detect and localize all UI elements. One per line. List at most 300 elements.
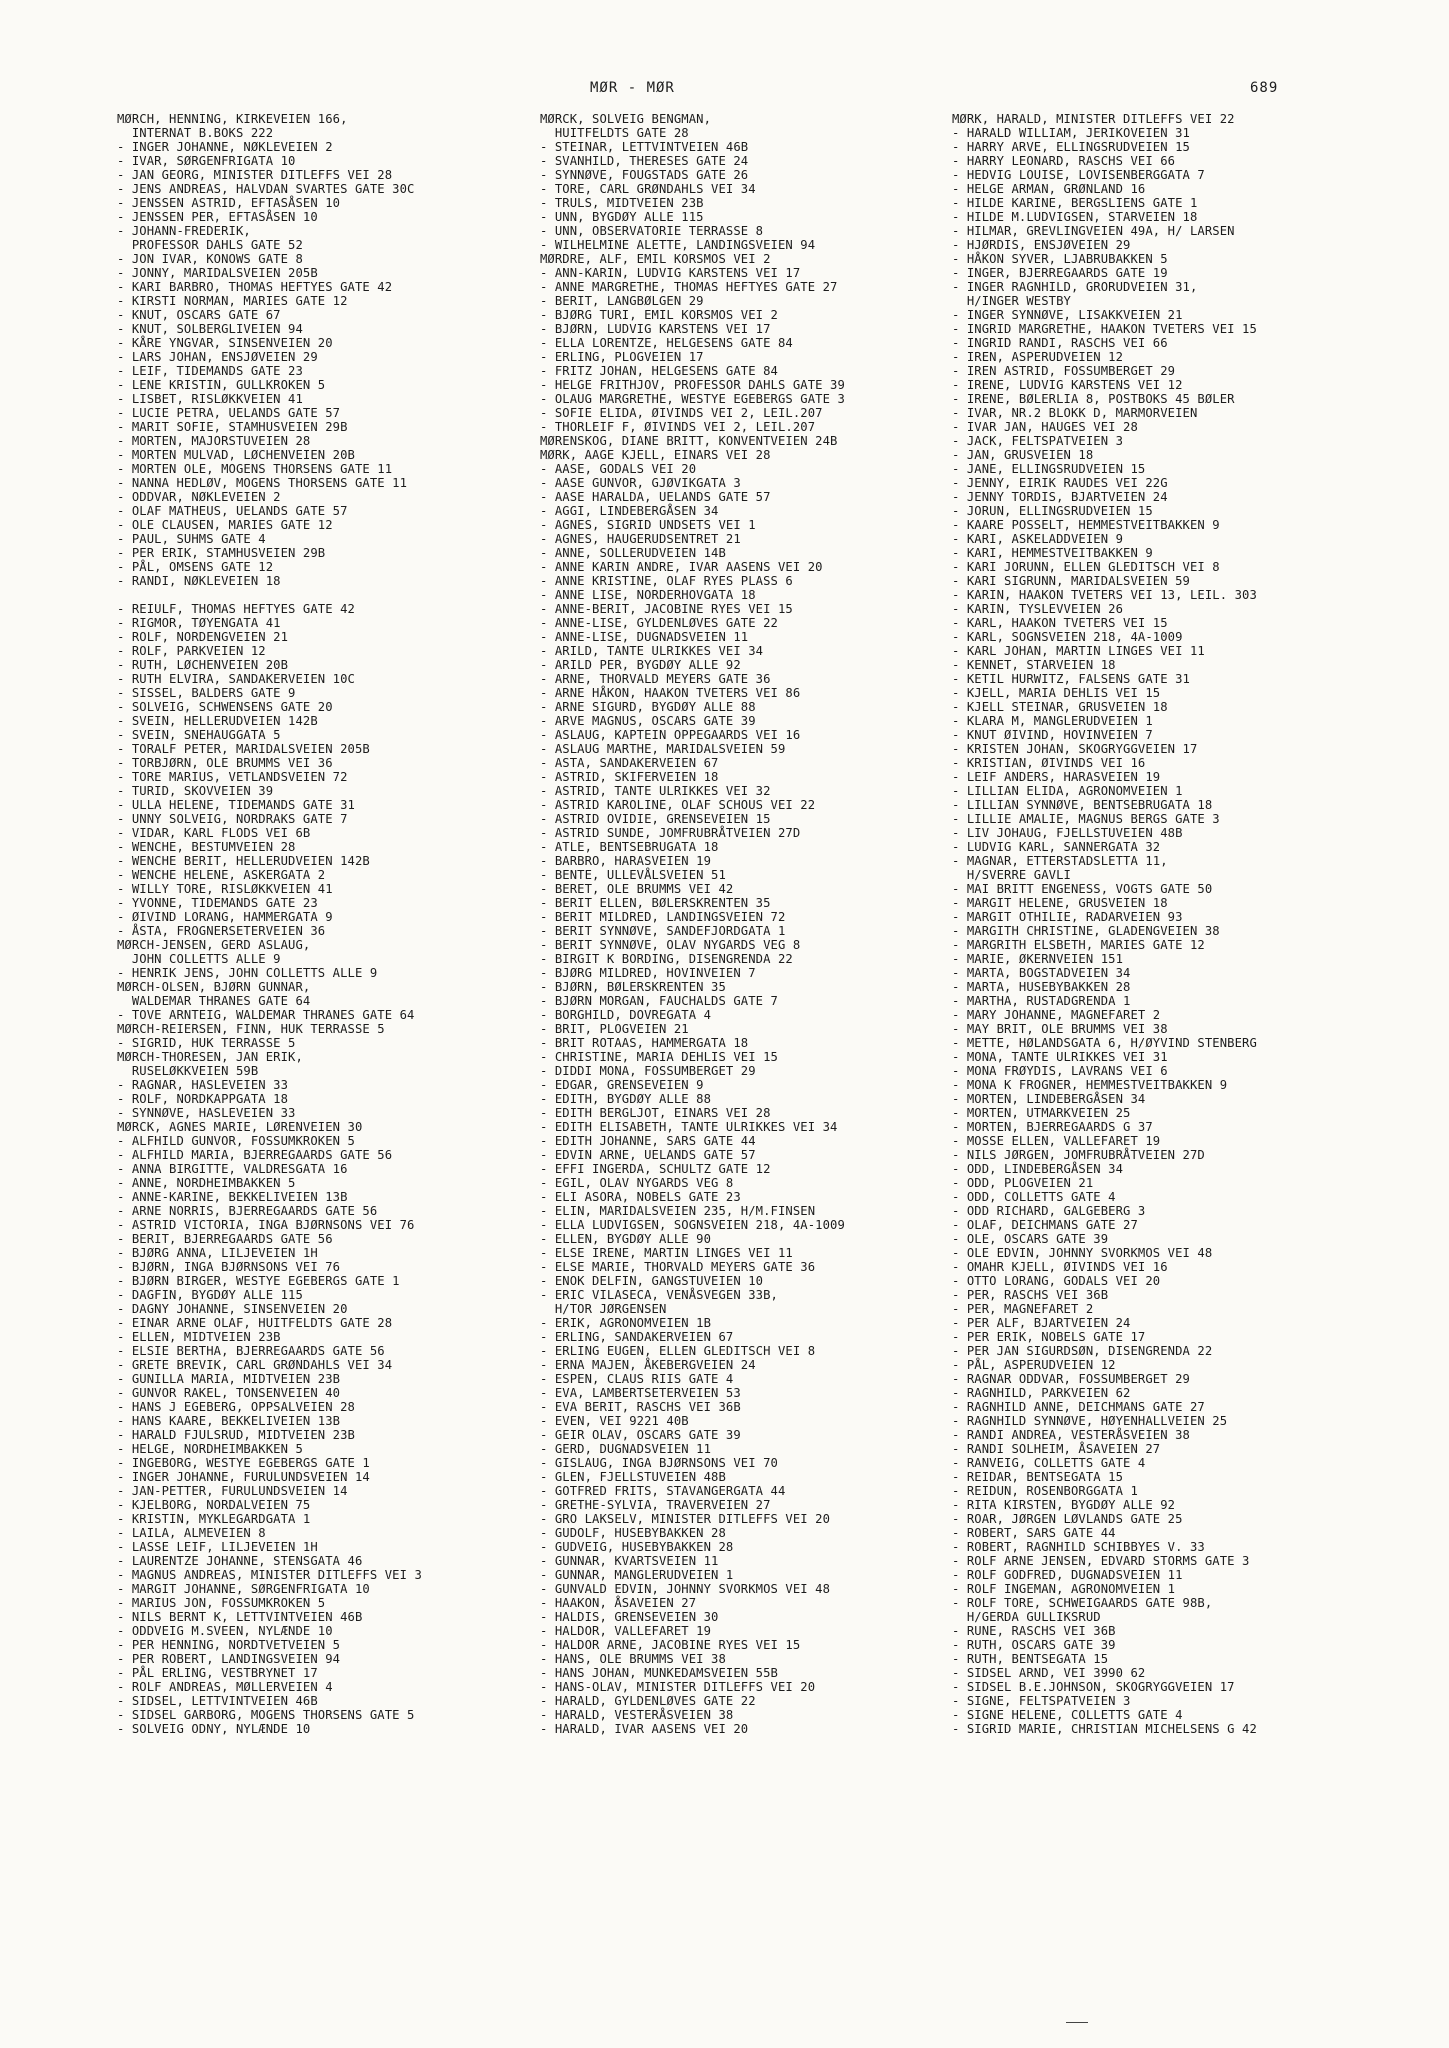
directory-entry: - MARGIT JOHANNE, SØRGENFRIGATA 10 [117,1582,370,1596]
directory-entry: - RUTH ELVIRA, SANDAKERVEIEN 10C [117,672,355,686]
directory-entry: - HANS, OLE BRUMMS VEI 38 [540,1652,726,1666]
directory-entry: - BERET, OLE BRUMMS VEI 42 [540,882,734,896]
directory-entry: MØRCH-REIERSEN, FINN, HUK TERRASSE 5 [117,1022,385,1036]
directory-entry: - ROLF INGEMAN, AGRONOMVEIEN 1 [952,1582,1176,1596]
directory-entry: - ROBERT, RAGNHILD SCHIBBYES V. 33 [952,1540,1205,1554]
directory-entry: - ROLF, PARKVEIEN 12 [117,644,266,658]
directory-entry: - EDITH JOHANNE, SARS GATE 44 [540,1134,756,1148]
directory-entry: MØRCH-JENSEN, GERD ASLAUG, [117,938,311,952]
directory-entry: - EDGAR, GRENSEVEIEN 9 [540,1078,704,1092]
directory-entry: - DAGFIN, BYGDØY ALLE 115 [117,1288,303,1302]
directory-entry: - ASLAUG MARTHE, MARIDALSVEIEN 59 [540,742,786,756]
directory-entry: - KARL, HAAKON TVETERS VEI 15 [952,616,1168,630]
directory-entry: - ROLF ANDREAS, MØLLERVEIEN 4 [117,1680,333,1694]
directory-entry: - ROLF, NORDKAPPGATA 18 [117,1092,289,1106]
directory-entry: - SIGNE, FELTSPATVEIEN 3 [952,1694,1131,1708]
directory-entry: - INGEBORG, WESTYE EGEBERGS GATE 1 [117,1456,370,1470]
directory-entry: - KARI JORUNN, ELLEN GLEDITSCH VEI 8 [952,560,1220,574]
directory-entry: - RITA KIRSTEN, BYGDØY ALLE 92 [952,1498,1176,1512]
directory-entry: - JONNY, MARIDALSVEIEN 205B [117,266,318,280]
directory-entry: - HANS JOHAN, MUNKEDAMSVEIEN 55B [540,1666,778,1680]
directory-entry: - JENS ANDREAS, HALVDAN SVARTES GATE 30C [117,182,415,196]
directory-entry: - WENCHE HELENE, ASKERGATA 2 [117,868,326,882]
directory-entry: - HEDVIG LOUISE, LOVISENBERGGATA 7 [952,168,1205,182]
directory-entry: - ODD RICHARD, GALGEBERG 3 [952,1204,1146,1218]
directory-entry: HUITFELDTS GATE 28 [540,126,689,140]
directory-entry: - OLE, OSCARS GATE 39 [952,1232,1109,1246]
directory-entry: - GERD, DUGNADSVEIEN 11 [540,1442,712,1456]
directory-entry: - ARILD PER, BYGDØY ALLE 92 [540,658,741,672]
directory-entry: - HANS J EGEBERG, OPPSALVEIEN 28 [117,1400,355,1414]
directory-entry [117,588,537,602]
directory-entry: - GUNVALD EDVIN, JOHNNY SVORKMOS VEI 48 [540,1582,831,1596]
directory-entry: - BJØRN, LUDVIG KARSTENS VEI 17 [540,322,771,336]
directory-entry: - BJØRN, INGA BJØRNSONS VEI 76 [117,1260,341,1274]
directory-entry: - ALFHILD GUNVOR, FOSSUMKROKEN 5 [117,1134,355,1148]
directory-entry: MØRCH-THORESEN, JAN ERIK, [117,1050,303,1064]
directory-entry: - MONA K FROGNER, HEMMESTVEITBAKKEN 9 [952,1078,1228,1092]
directory-entry: - GRO LAKSELV, MINISTER DITLEFFS VEI 20 [540,1512,831,1526]
directory-entry: - ATLE, BENTSEBRUGATA 18 [540,840,719,854]
directory-entry: - INGRID MARGRETHE, HAAKON TVETERS VEI 15 [952,322,1257,336]
directory-entry: - SVANHILD, THERESES GATE 24 [540,154,749,168]
directory-entry: - JOHANN-FREDERIK, [117,224,251,238]
directory-entry: - RAGNAR, HASLEVEIEN 33 [117,1078,289,1092]
directory-entry: - EDVIN ARNE, UELANDS GATE 57 [540,1148,756,1162]
directory-entry: - IVAR, SØRGENFRIGATA 10 [117,154,296,168]
directory-entry: - SISSEL, BALDERS GATE 9 [117,686,296,700]
directory-entry: - INGER, BJERREGAARDS GATE 19 [952,266,1168,280]
directory-entry: - GOTFRED FRITS, STAVANGERGATA 44 [540,1484,786,1498]
directory-entry: - MARGRITH ELSBETH, MARIES GATE 12 [952,938,1205,952]
directory-entry: - JAN, GRUSVEIEN 18 [952,448,1094,462]
directory-entry: - MAY BRIT, OLE BRUMMS VEI 38 [952,1022,1168,1036]
directory-entry: - KARL, SOGNSVEIEN 218, 4A-1009 [952,630,1183,644]
directory-entry: - CHRISTINE, MARIA DEHLIS VEI 15 [540,1050,778,1064]
directory-entry: - OMAHR KJELL, ØIVINDS VEI 16 [952,1260,1168,1274]
directory-entry: - MAI BRITT ENGENESS, VOGTS GATE 50 [952,882,1213,896]
directory-entry: - SIDSEL, LETTVINTVEIEN 46B [117,1694,318,1708]
directory-entry: - BERIT MILDRED, LANDINGSVEIEN 72 [540,910,786,924]
directory-entry: - EGIL, OLAV NYGARDS VEG 8 [540,1176,734,1190]
directory-entry: - BENTE, ULLEVÅLSVEIEN 51 [540,868,726,882]
directory-entry: - JON IVAR, KONOWS GATE 8 [117,252,303,266]
directory-entry: - ANNE LISE, NORDERHOVGATA 18 [540,588,756,602]
directory-entry: - MAGNUS ANDREAS, MINISTER DITLEFFS VEI 3 [117,1568,422,1582]
directory-entry: - WENCHE BERIT, HELLERUDVEIEN 142B [117,854,370,868]
directory-entry: - AASE GUNVOR, GJØVIKGATA 3 [540,476,741,490]
directory-entry: - ODDVEIG M.SVEEN, NYLÆNDE 10 [117,1624,333,1638]
directory-entry: - HARALD WILLIAM, JERIKOVEIEN 31 [952,126,1190,140]
directory-entry: - SYNNØVE, FOUGSTADS GATE 26 [540,168,749,182]
directory-entry: - ELI ASORA, NOBELS GATE 23 [540,1190,741,1204]
directory-entry: - ERIC VILASECA, VENÅSVEGEN 33B, [540,1288,778,1302]
directory-entry: - HALDOR ARNE, JACOBINE RYES VEI 15 [540,1638,801,1652]
directory-entry: MØRCK, AGNES MARIE, LØRENVEIEN 30 [117,1120,363,1134]
directory-entry: - BJØRN, BØLERSKRENTEN 35 [540,980,726,994]
directory-entry: - ANNE-LISE, GYLDENLØVES GATE 22 [540,616,778,630]
directory-entry: - ODDVAR, NØKLEVEIEN 2 [117,490,281,504]
directory-entry: - HARRY ARVE, ELLINGSRUDVEIEN 15 [952,140,1190,154]
directory-entry: - METTE, HØLANDSGATA 6, H/ØYVIND STENBERG [952,1036,1257,1050]
directory-entry: WALDEMAR THRANES GATE 64 [117,994,311,1008]
directory-entry: - NILS JØRGEN, JOMFRUBRÅTVEIEN 27D [952,1148,1205,1162]
directory-entry: - SVEIN, HELLERUDVEIEN 142B [117,714,318,728]
directory-entry: - BARBRO, HARASVEIEN 19 [540,854,712,868]
directory-entry: - ASTRID OVIDIE, GRENSEVEIEN 15 [540,812,771,826]
directory-entry: - PER JAN SIGURDSØN, DISENGRENDA 22 [952,1344,1213,1358]
directory-entry: - AASE HARALDA, UELANDS GATE 57 [540,490,771,504]
directory-entry: - KARI, ASKELADDVEIEN 9 [952,532,1124,546]
directory-entry: - ROLF GODFRED, DUGNADSVEIEN 11 [952,1568,1183,1582]
directory-entry: - ANNE-LISE, DUGNADSVEIEN 11 [540,630,749,644]
directory-entry: - THORLEIF F, ØIVINDS VEI 2, LEIL.207 [540,420,816,434]
directory-entry: - KJELL STEINAR, GRUSVEIEN 18 [952,700,1168,714]
directory-entry: - RUTH, BENTSEGATA 15 [952,1652,1109,1666]
directory-entry: - IREN ASTRID, FOSSUMBERGET 29 [952,364,1176,378]
directory-entry: - RAGNHILD ANNE, DEICHMANS GATE 27 [952,1400,1205,1414]
directory-entry: - MOSSE ELLEN, VALLEFARET 19 [952,1134,1161,1148]
directory-entry: - OLAUG MARGRETHE, WESTYE EGEBERGS GATE 3 [540,392,845,406]
directory-entry: - ELSIE BERTHA, BJERREGAARDS GATE 56 [117,1344,385,1358]
directory-entry: - ØIVIND LORANG, HAMMERGATA 9 [117,910,333,924]
directory-entry: - MORTEN, LINDEBERGÅSEN 34 [952,1092,1146,1106]
directory-entry: - BRIT, PLOGVEIEN 21 [540,1022,689,1036]
directory-entry: - GUNNAR, MANGLERUDVEIEN 1 [540,1568,734,1582]
directory-entry: - ÅSTA, FROGNERSETERVEIEN 36 [117,924,326,938]
directory-entry: - JORUN, ELLINGSRUDVEIEN 15 [952,504,1153,518]
directory-entry: - IREN, ASPERUDVEIEN 12 [952,350,1124,364]
directory-entry: - KARIN, TYSLEVVEIEN 26 [952,602,1124,616]
directory-entry: - ELLA LORENTZE, HELGESENS GATE 84 [540,336,793,350]
directory-entry: - ROLF ARNE JENSEN, EDVARD STORMS GATE 3 [952,1554,1250,1568]
directory-entry: - KJELL, MARIA DEHLIS VEI 15 [952,686,1161,700]
directory-entry: - HANS KAARE, BEKKELIVEIEN 13B [117,1414,341,1428]
directory-entry: - LILLIAN ELIDA, AGRONOMVEIEN 1 [952,784,1183,798]
directory-entry: - RANDI, NØKLEVEIEN 18 [117,574,281,588]
directory-entry: - ARVE MAGNUS, OSCARS GATE 39 [540,714,756,728]
directory-entry: MØRCH, HENNING, KIRKEVEIEN 166, [117,112,348,126]
directory-entry: - ROLF TORE, SCHWEIGAARDS GATE 98B, [952,1596,1213,1610]
directory-entry: - PER ROBERT, LANDINGSVEIEN 94 [117,1652,341,1666]
directory-entry: - MORTEN MULVAD, LØCHENVEIEN 20B [117,448,355,462]
directory-entry: - DIDDI MONA, FOSSUMBERGET 29 [540,1064,756,1078]
directory-entry: - ANNE KRISTINE, OLAF RYES PLASS 6 [540,574,793,588]
directory-entry: - HELGE FRITHJOV, PROFESSOR DAHLS GATE 39 [540,378,845,392]
directory-entry: - SIDSEL GARBORG, MOGENS THORSENS GATE 5 [117,1708,415,1722]
directory-entry: - SIDSEL ARND, VEI 3990 62 [952,1666,1146,1680]
directory-entry: - ASTRID, SKIFERVEIEN 18 [540,770,719,784]
directory-entry: - ESPEN, CLAUS RIIS GATE 4 [540,1372,734,1386]
directory-entry: - TOVE ARNTEIG, WALDEMAR THRANES GATE 64 [117,1008,415,1022]
directory-entry: - BERIT, LANGBØLGEN 29 [540,294,704,308]
directory-entry: - BJØRG MILDRED, HOVINVEIEN 7 [540,966,756,980]
directory-entry: - MARGITH CHRISTINE, GLADENGVEIEN 38 [952,924,1220,938]
directory-entry: - AGNES, SIGRID UNDSETS VEI 1 [540,518,756,532]
directory-entry: - AGNES, HAUGERUDSENTRET 21 [540,532,741,546]
directory-entry: - ROBERT, SARS GATE 44 [952,1526,1116,1540]
directory-entry: - MORTEN OLE, MOGENS THORSENS GATE 11 [117,462,393,476]
directory-entry: - INGER JOHANNE, NØKLEVEIEN 2 [117,140,333,154]
directory-entry: - BERIT ELLEN, BØLERSKRENTEN 35 [540,896,771,910]
directory-entry: - IRENE, BØLERLIA 8, POSTBOKS 45 BØLER [952,392,1235,406]
directory-entry: - HALDOR, VALLEFARET 19 [540,1624,712,1638]
directory-entry: - JAN-PETTER, FURULUNDSVEIEN 14 [117,1484,348,1498]
directory-entry: - WILLY TORE, RISLØKKVEIEN 41 [117,882,333,896]
directory-entry: - ANNA BIRGITTE, VALDRESGATA 16 [117,1162,348,1176]
directory-entry: - TORBJØRN, OLE BRUMMS VEI 36 [117,756,333,770]
directory-entry: - INGRID RANDI, RASCHS VEI 66 [952,336,1168,350]
directory-entry: - ODD, PLOGVEIEN 21 [952,1176,1094,1190]
directory-entry: - ELSE IRENE, MARTIN LINGES VEI 11 [540,1246,793,1260]
directory-column-right [952,112,1372,1736]
directory-entry: - KNUT ØIVIND, HOVINVEIEN 7 [952,728,1153,742]
directory-entry: - GUNVOR RAKEL, TONSENVEIEN 40 [117,1386,341,1400]
directory-entry: - PER ERIK, STAMHUSVEIEN 29B [117,546,326,560]
directory-entry: MØRCK, SOLVEIG BENGMAN, [540,112,712,126]
directory-entry: - ELIN, MARIDALSVEIEN 235, H/M.FINSEN [540,1204,816,1218]
directory-entry: - AASE, GODALS VEI 20 [540,462,697,476]
directory-entry: - OLE EDVIN, JOHNNY SVORKMOS VEI 48 [952,1246,1213,1260]
directory-entry: - PAUL, SUHMS GATE 4 [117,532,266,546]
directory-entry: - LAURENTZE JOHANNE, STENSGATA 46 [117,1554,363,1568]
directory-entry: - BJØRN MORGAN, FAUCHALDS GATE 7 [540,994,778,1008]
directory-entry: - ANNE, NORDHEIMBAKKEN 5 [117,1176,296,1190]
directory-entry: - ARILD, TANTE ULRIKKES VEI 34 [540,644,764,658]
directory-entry: - ERNA MAJEN, ÅKEBERGVEIEN 24 [540,1358,756,1372]
directory-entry: - MORTEN, BJERREGAARDS G 37 [952,1120,1153,1134]
directory-entry: - SOLVEIG ODNY, NYLÆNDE 10 [117,1722,311,1736]
directory-entry: - RUTH, LØCHENVEIEN 20B [117,658,289,672]
directory-entry: - JAN GEORG, MINISTER DITLEFFS VEI 28 [117,168,393,182]
directory-entry: - LARS JOHAN, ENSJØVEIEN 29 [117,350,318,364]
directory-entry: - BERIT SYNNØVE, OLAV NYGARDS VEG 8 [540,938,801,952]
directory-entry: - HELGE, NORDHEIMBAKKEN 5 [117,1442,303,1456]
directory-entry: - ANNE-KARINE, BEKKELIVEIEN 13B [117,1190,348,1204]
directory-entry: MØRDRE, ALF, EMIL KORSMOS VEI 2 [540,252,771,266]
directory-entry: - TORALF PETER, MARIDALSVEIEN 205B [117,742,370,756]
directory-entry: - ERLING, PLOGVEIEN 17 [540,350,704,364]
directory-column-left [117,112,537,1736]
directory-entry: - MARIE, ØKERNVEIEN 151 [952,952,1124,966]
directory-entry: H/INGER WESTBY [952,294,1071,308]
directory-entry: - JANE, ELLINGSRUDVEIEN 15 [952,462,1146,476]
directory-entry: - PER ALF, BJARTVEIEN 24 [952,1316,1131,1330]
directory-entry: - HENRIK JENS, JOHN COLLETTS ALLE 9 [117,966,378,980]
directory-entry: - KAARE POSSELT, HEMMESTVEITBAKKEN 9 [952,518,1220,532]
directory-entry: - HAAKON, ÅSAVEIEN 27 [540,1596,697,1610]
directory-entry: - PER, RASCHS VEI 36B [952,1288,1109,1302]
directory-entry: - PER, MAGNEFARET 2 [952,1302,1094,1316]
directory-entry: - HARALD FJULSRUD, MIDTVEIEN 23B [117,1428,355,1442]
directory-entry: - RANDI SOLHEIM, ÅSAVEIEN 27 [952,1442,1161,1456]
directory-entry: - INGER JOHANNE, FURULUNDSVEIEN 14 [117,1470,370,1484]
directory-entry: - STEINAR, LETTVINTVEIEN 46B [540,140,749,154]
directory-entry: - PÅL, ASPERUDVEIEN 12 [952,1358,1116,1372]
directory-entry: - REIDAR, BENTSEGATA 15 [952,1470,1124,1484]
directory-entry: - KJELBORG, NORDALVEIEN 75 [117,1498,311,1512]
directory-entry: - KETIL HURWITZ, FALSENS GATE 31 [952,672,1190,686]
directory-entry: - HILMAR, GREVLINGVEIEN 49A, H/ LARSEN [952,224,1235,238]
directory-entry: - RIGMOR, TØYENGATA 41 [117,616,281,630]
directory-entry: - MARY JOHANNE, MAGNEFARET 2 [952,1008,1161,1022]
directory-entry: - DAGNY JOHANNE, SINSENVEIEN 20 [117,1302,348,1316]
directory-entry: - IVAR, NR.2 BLOKK D, MARMORVEIEN [952,406,1198,420]
directory-entry: - HÅKON SYVER, LJABRUBAKKEN 5 [952,252,1168,266]
directory-entry: H/TOR JØRGENSEN [540,1302,667,1316]
directory-entry: - ERLING, SANDAKERVEIEN 67 [540,1330,734,1344]
directory-entry: - MARGIT OTHILIE, RADARVEIEN 93 [952,910,1183,924]
directory-entry: - RUNE, RASCHS VEI 36B [952,1624,1116,1638]
directory-entry: - KENNET, STARVEIEN 18 [952,658,1116,672]
directory-entry: - ANNE MARGRETHE, THOMAS HEFTYES GATE 27 [540,280,838,294]
directory-entry: - SIGRID MARIE, CHRISTIAN MICHELSENS G 42 [952,1722,1257,1736]
directory-entry: - ODD, LINDEBERGÅSEN 34 [952,1162,1124,1176]
directory-entry: - RUTH, OSCARS GATE 39 [952,1638,1116,1652]
directory-entry: - ASTRID KAROLINE, OLAF SCHOUS VEI 22 [540,798,816,812]
directory-column-middle [540,112,960,1736]
directory-entry: - GRETHE-SYLVIA, TRAVERVEIEN 27 [540,1498,771,1512]
directory-entry: - ERLING EUGEN, ELLEN GLEDITSCH VEI 8 [540,1344,816,1358]
directory-entry: - BRIT ROTAAS, HAMMERGATA 18 [540,1036,749,1050]
directory-entry: - KARIN, HAAKON TVETERS VEI 13, LEIL. 303 [952,588,1257,602]
directory-entry: - RANDI ANDREA, VESTERÅSVEIEN 38 [952,1428,1190,1442]
directory-entry: - ENOK DELFIN, GANGSTUVEIEN 10 [540,1274,764,1288]
directory-entry: - PER ERIK, NOBELS GATE 17 [952,1330,1146,1344]
directory-entry: - KARL JOHAN, MARTIN LINGES VEI 11 [952,644,1205,658]
directory-entry: - LILLIAN SYNNØVE, BENTSEBRUGATA 18 [952,798,1213,812]
directory-entry: - LEIF ANDERS, HARASVEIEN 19 [952,770,1161,784]
directory-entry: - ANNE-BERIT, JACOBINE RYES VEI 15 [540,602,793,616]
directory-entry: INTERNAT B.BOKS 222 [117,126,274,140]
directory-entry: - ARNE SIGURD, BYGDØY ALLE 88 [540,700,756,714]
directory-entry: - ANNE, SOLLERUDVEIEN 14B [540,546,726,560]
directory-entry: - MARTA, HUSEBYBAKKEN 28 [952,980,1131,994]
directory-entry: - ROAR, JØRGEN LØVLANDS GATE 25 [952,1512,1183,1526]
directory-entry: MØRENSKOG, DIANE BRITT, KONVENTVEIEN 24B [540,434,838,448]
directory-entry: H/GERDA GULLIKSRUD [952,1610,1101,1624]
directory-entry: - JENNY TORDIS, BJARTVEIEN 24 [952,490,1168,504]
page-number: 689 [1250,80,1279,96]
directory-entry: - WILHELMINE ALETTE, LANDINGSVEIEN 94 [540,238,816,252]
directory-entry: - ASTA, SANDAKERVEIEN 67 [540,756,719,770]
directory-entry: - EDITH ELISABETH, TANTE ULRIKKES VEI 34 [540,1120,838,1134]
directory-entry: - HANS-OLAV, MINISTER DITLEFFS VEI 20 [540,1680,816,1694]
directory-entry: - OLAF MATHEUS, UELANDS GATE 57 [117,504,348,518]
directory-entry: - IVAR JAN, HAUGES VEI 28 [952,420,1138,434]
directory-entry: - JENSSEN PER, EFTASÅSEN 10 [117,210,318,224]
directory-entry: - UNN, OBSERVATORIE TERRASSE 8 [540,224,764,238]
directory-entry: - BJØRG ANNA, LILJEVEIEN 1H [117,1246,318,1260]
directory-entry: - BORGHILD, DOVREGATA 4 [540,1008,712,1022]
directory-entry: - ALFHILD MARIA, BJERREGAARDS GATE 56 [117,1148,393,1162]
directory-entry: - KARI SIGRUNN, MARIDALSVEIEN 59 [952,574,1190,588]
directory-entry: - SYNNØVE, HASLEVEIEN 33 [117,1106,296,1120]
directory-entry: - EDITH BERGLJOT, EINARS VEI 28 [540,1106,771,1120]
directory-entry: - HARALD, VESTERÅSVEIEN 38 [540,1708,734,1722]
directory-entry: - TORE, CARL GRØNDAHLS VEI 34 [540,182,756,196]
page-header-title: MØR - MØR [590,80,675,96]
directory-entry: - BJØRG TURI, EMIL KORSMOS VEI 2 [540,308,778,322]
directory-entry: - SIGRID, HUK TERRASSE 5 [117,1036,296,1050]
directory-entry: - HALDIS, GRENSEVEIEN 30 [540,1610,719,1624]
directory-entry: - BERIT, BJERREGAARDS GATE 56 [117,1232,333,1246]
directory-entry: PROFESSOR DAHLS GATE 52 [117,238,303,252]
directory-entry: - GLEN, FJELLSTUVEIEN 48B [540,1470,726,1484]
directory-entry: - RAGNHILD, PARKVEIEN 62 [952,1386,1131,1400]
directory-entry: - WENCHE, BESTUMVEIEN 28 [117,840,296,854]
directory-entry: - JACK, FELTSPATVEIEN 3 [952,434,1124,448]
directory-entry: - IRENE, LUDVIG KARSTENS VEI 12 [952,378,1183,392]
directory-entry: - KRISTEN JOHAN, SKOGRYGGVEIEN 17 [952,742,1198,756]
directory-entry: - RAGNHILD SYNNØVE, HØYENHALLVEIEN 25 [952,1414,1228,1428]
directory-entry: - MAGNAR, ETTERSTADSLETTA 11, [952,854,1168,868]
directory-entry: - LIV JOHAUG, FJELLSTUVEIEN 48B [952,826,1183,840]
directory-entry: - TORE MARIUS, VETLANDSVEIEN 72 [117,770,348,784]
directory-entry: - ANN-KARIN, LUDVIG KARSTENS VEI 17 [540,266,801,280]
directory-entry: - ROLF, NORDENGVEIEN 21 [117,630,289,644]
directory-entry: - PÅL, OMSENS GATE 12 [117,560,274,574]
directory-entry: - GISLAUG, INGA BJØRNSONS VEI 70 [540,1456,778,1470]
directory-entry: - PER HENNING, NORDTVETVEIEN 5 [117,1638,341,1652]
directory-entry: - MONA, TANTE ULRIKKES VEI 31 [952,1050,1168,1064]
directory-entry: - MARGIT HELENE, GRUSVEIEN 18 [952,896,1168,910]
directory-entry: - EDITH, BYGDØY ALLE 88 [540,1092,712,1106]
directory-entry: - ARNE NORRIS, BJERREGAARDS GATE 56 [117,1204,378,1218]
directory-entry: - GUNNAR, KVARTSVEIEN 11 [540,1554,719,1568]
directory-entry: - ARNE, THORVALD MEYERS GATE 36 [540,672,771,686]
directory-entry: - NILS BERNT K, LETTVINTVEIEN 46B [117,1610,363,1624]
directory-entry: - MARIUS JON, FOSSUMKROKEN 5 [117,1596,326,1610]
directory-entry: - KÅRE YNGVAR, SINSENVEIEN 20 [117,336,333,350]
directory-entry: - LENE KRISTIN, GULLKROKEN 5 [117,378,326,392]
directory-entry: - TURID, SKOVVEIEN 39 [117,784,274,798]
directory-entry: - INGER RAGNHILD, GRORUDVEIEN 31, [952,280,1198,294]
directory-entry: H/SVERRE GAVLI [952,868,1071,882]
directory-entry: MØRK, AAGE KJELL, EINARS VEI 28 [540,448,771,462]
directory-entry: - TRULS, MIDTVEIEN 23B [540,196,704,210]
directory-entry: - JENSSEN ASTRID, EFTASÅSEN 10 [117,196,341,210]
directory-entry: - ASTRID SUNDE, JOMFRUBRÅTVEIEN 27D [540,826,801,840]
directory-entry: - GEIR OLAV, OSCARS GATE 39 [540,1428,741,1442]
directory-entry: - GUDOLF, HUSEBYBAKKEN 28 [540,1526,726,1540]
directory-entry: - RAGNAR ODDVAR, FOSSUMBERGET 29 [952,1372,1190,1386]
directory-entry: RUSELØKKVEIEN 59B [117,1064,259,1078]
directory-entry: - GUDVEIG, HUSEBYBAKKEN 28 [540,1540,734,1554]
directory-entry: - SIGNE HELENE, COLLETTS GATE 4 [952,1708,1183,1722]
directory-entry: - ARNE HÅKON, HAAKON TVETERS VEI 86 [540,686,801,700]
directory-entry: - KRISTIAN, ØIVINDS VEI 16 [952,756,1146,770]
directory-entry: - KARI BARBRO, THOMAS HEFTYES GATE 42 [117,280,393,294]
directory-entry: - MONA FRØYDIS, LAVRANS VEI 6 [952,1064,1168,1078]
directory-entry: - ERIK, AGRONOMVEIEN 1B [540,1316,712,1330]
directory-entry: - ODD, COLLETTS GATE 4 [952,1190,1116,1204]
directory-entry: - MARIT SOFIE, STAMHUSVEIEN 29B [117,420,348,434]
directory-entry: - GUNILLA MARIA, MIDTVEIEN 23B [117,1372,341,1386]
directory-entry: - LILLIE AMALIE, MAGNUS BERGS GATE 3 [952,812,1220,826]
directory-entry: - NANNA HEDLØV, MOGENS THORSENS GATE 11 [117,476,408,490]
bottom-dash-mark [1066,2022,1088,2023]
directory-entry: - HARALD, GYLDENLØVES GATE 22 [540,1694,756,1708]
directory-entry: - GRETE BREVIK, CARL GRØNDAHLS VEI 34 [117,1358,393,1372]
directory-entry: - EFFI INGERDA, SCHULTZ GATE 12 [540,1162,771,1176]
directory-entry: - HARRY LEONARD, RASCHS VEI 66 [952,154,1176,168]
directory-entry: - LUDVIG KARL, SANNERGATA 32 [952,840,1161,854]
directory-entry: JOHN COLLETTS ALLE 9 [117,952,281,966]
directory-entry: - RANVEIG, COLLETTS GATE 4 [952,1456,1146,1470]
directory-entry: - PÅL ERLING, VESTBRYNET 17 [117,1666,318,1680]
directory-entry: - SOLVEIG, SCHWENSENS GATE 20 [117,700,333,714]
